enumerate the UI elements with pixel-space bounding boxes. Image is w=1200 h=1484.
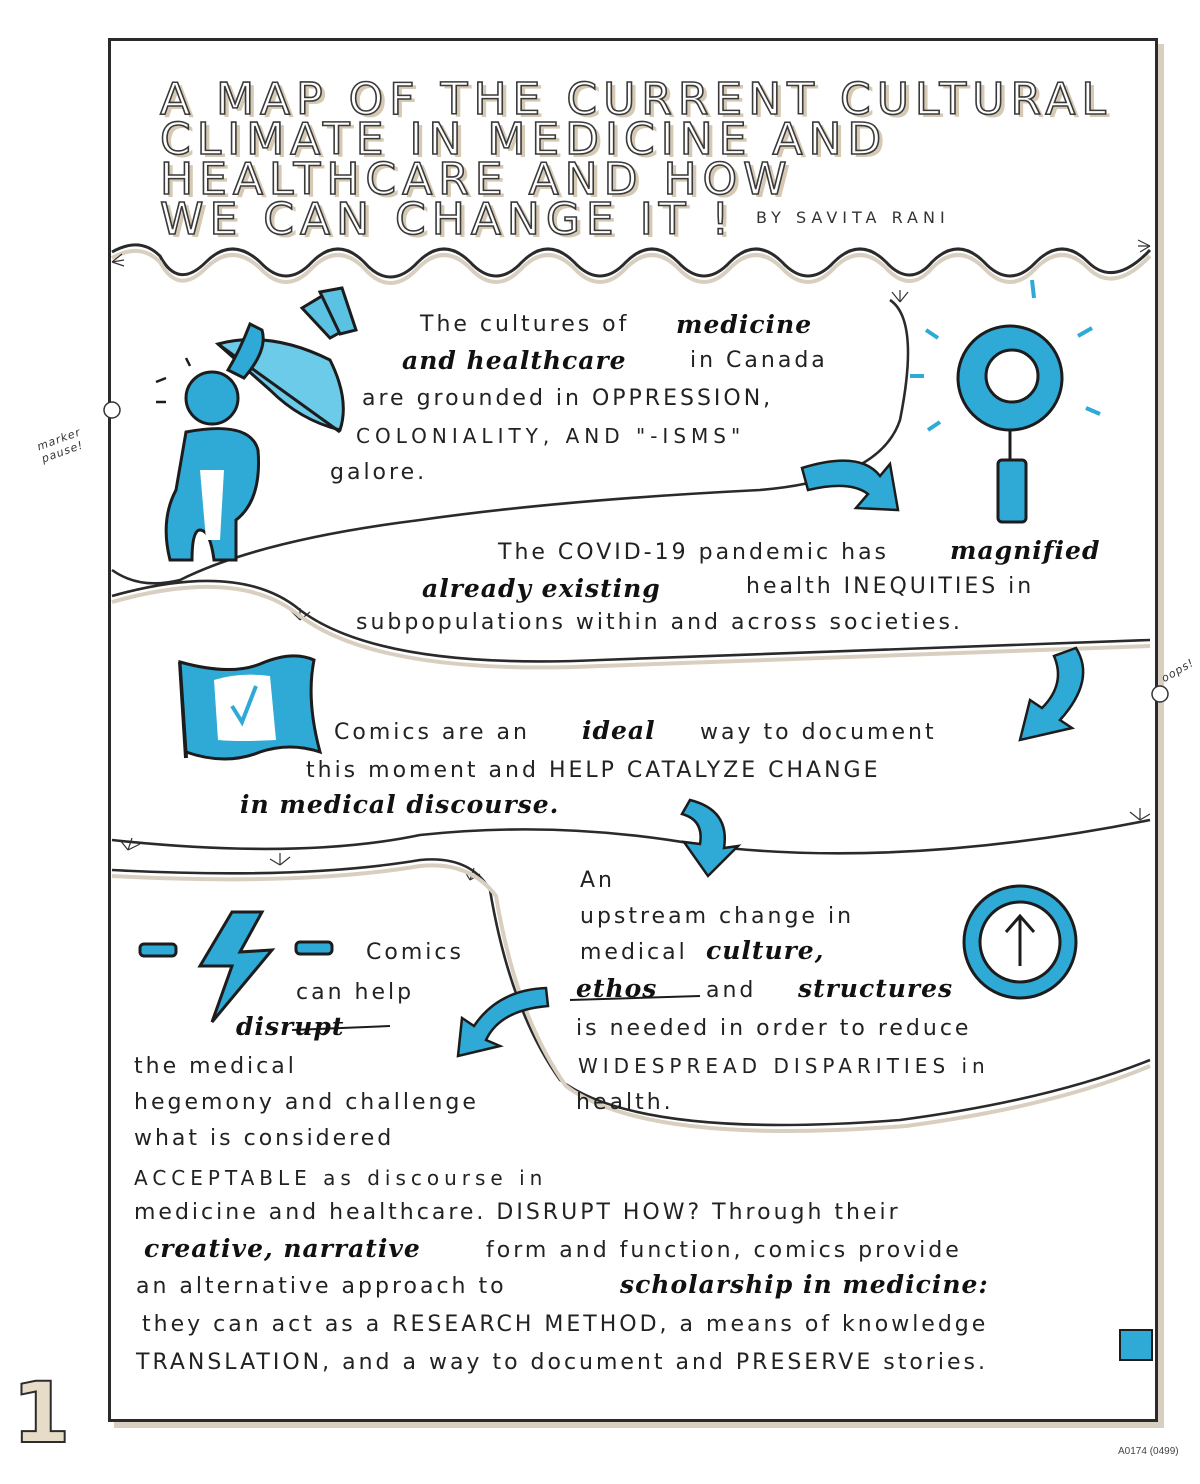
s5-line9b: form and function, comics provide — [486, 1238, 962, 1263]
flag-checkmark-icon — [180, 656, 320, 759]
s3-line1a: Comics are an — [334, 720, 530, 745]
margin-note-left: marker pause! — [35, 425, 86, 466]
person-holding-lamp-icon — [156, 288, 356, 560]
byline: BY SAVITA RANI — [756, 208, 950, 227]
s1-line4: COLONIALITY, AND "-ISMS" — [356, 424, 746, 448]
s2-line1a: The COVID-19 pandemic has — [498, 540, 890, 565]
s2-line2a: already existing — [422, 574, 661, 603]
s4-line7: health. — [576, 1090, 674, 1115]
s4-line3a: medical — [580, 940, 688, 965]
title-line-2: CLIMATE IN MEDICINE AND — [160, 114, 888, 165]
page-number: 1 — [12, 1364, 71, 1462]
left-margin-circle — [104, 402, 120, 418]
s5-line9a: creative, narrative — [144, 1234, 421, 1263]
lightning-bolt-icon — [140, 912, 332, 1022]
s4-line4a: ethos — [576, 974, 658, 1003]
s2-line1b: magnified — [950, 536, 1101, 565]
s5-line7: ACCEPTABLE as discourse in — [134, 1166, 548, 1190]
s4-line5: is needed in order to reduce — [576, 1016, 972, 1041]
s1-line1a: The cultures of — [420, 312, 630, 337]
s1-line2a: and healthcare — [402, 346, 627, 375]
s4-line4b: and — [706, 978, 757, 1003]
s5-line5: hegemony and challenge — [134, 1090, 479, 1115]
s5-line12: TRANSLATION, and a way to document and PRESERVE stories. — [136, 1350, 988, 1375]
s5-line8: medicine and healthcare. DISRUPT HOW? Through their — [134, 1200, 901, 1225]
s3-line2: this moment and HELP CATALYZE CHANGE — [306, 758, 881, 783]
s1-line3: are grounded in OPPRESSION, — [362, 386, 774, 411]
s3-line3: in medical discourse. — [240, 790, 560, 819]
right-margin-circle — [1152, 686, 1168, 702]
s5-line10b: scholarship in medicine: — [620, 1270, 989, 1299]
s5-line3: disrupt — [236, 1012, 345, 1041]
s2-line3: subpopulations within and across societies. — [356, 610, 963, 635]
up-arrow-circle-icon — [964, 886, 1076, 998]
s1-line2b: in Canada — [690, 348, 828, 373]
s5-line6: what is considered — [134, 1126, 395, 1151]
s5-line1: Comics — [366, 940, 464, 965]
title-line-1: A MAP OF THE CURRENT CULTURAL — [160, 74, 1112, 125]
margin-note-right: oops! — [1159, 655, 1197, 686]
s4-line4c: structures — [798, 974, 954, 1003]
title-line-3: HEALTHCARE AND HOW — [160, 154, 793, 205]
s2-line2b: health INEQUITIES in — [746, 574, 1035, 599]
s4-line6: WIDESPREAD DISPARITIES in — [578, 1054, 990, 1078]
end-square — [1120, 1330, 1152, 1360]
s4-line2: upstream change in — [580, 904, 855, 929]
title-line-4: WE CAN CHANGE IT ! — [160, 194, 736, 245]
s4-line1: An — [580, 868, 615, 893]
s5-line10a: an alternative approach to — [136, 1274, 507, 1299]
s3-line1b: ideal — [582, 716, 656, 745]
s1-line5: galore. — [330, 460, 428, 485]
s5-line2: can help — [296, 980, 415, 1005]
s5-line4: the medical — [134, 1054, 297, 1079]
reference-code: A0174 (0499) — [1118, 1446, 1179, 1457]
s1-line1b: medicine — [676, 310, 813, 339]
magnifying-glass-icon — [910, 280, 1100, 522]
s5-line11: they can act as a RESEARCH METHOD, a means of knowledge — [142, 1312, 989, 1337]
s4-line3b: culture, — [706, 936, 825, 965]
s3-line1c: way to document — [700, 720, 937, 745]
